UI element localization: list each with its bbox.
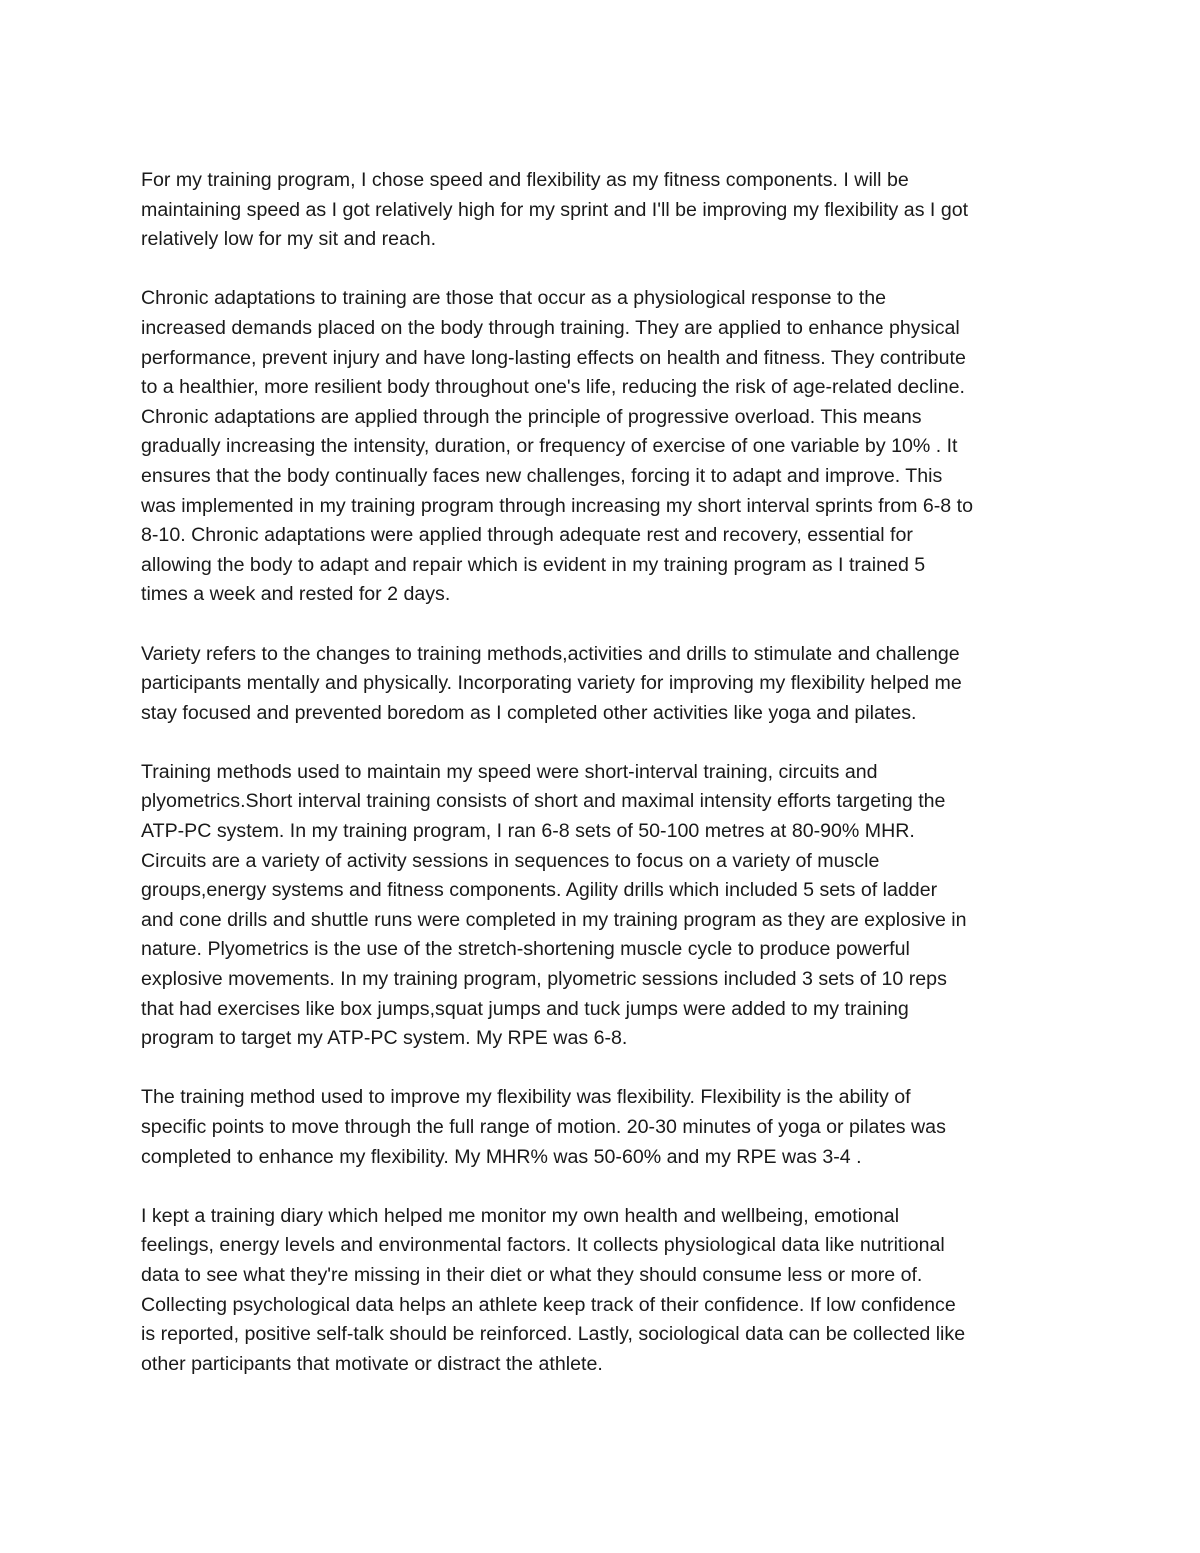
text-line: completed to enhance my flexibility. My MHR% was 50-60% and my RPE was 3-4 . xyxy=(141,1145,862,1168)
text-line: ATP-PC system. In my training program, I ran 6-8 sets of 50-100 metres at 80-90% MHR. xyxy=(141,820,915,843)
text-line: times a week and rested for 2 days. xyxy=(141,583,451,606)
text-line: allowing the body to adapt and repair which is evident in my training program as I trained 5 xyxy=(141,553,926,576)
text-line: other participants that motivate or distract the athlete. xyxy=(141,1352,603,1375)
text-line: specific points to move through the full range of motion. 20-30 minutes of yoga or pilates was xyxy=(141,1116,946,1138)
text-line: and cone drills and shuttle runs were completed in my training program as they are explosive in xyxy=(141,908,967,931)
text-line: Chronic adaptations are applied through the principle of progressive overload. This means xyxy=(141,405,922,428)
text-line: explosive movements. In my training program, plyometric sessions included 3 sets of 10 reps xyxy=(141,968,947,991)
text-line: is reported, positive self-talk should be reinforced. Lastly, sociological data can be collected like xyxy=(141,1323,966,1346)
text-line: participants mentally and physically. Incorporating variety for improving my flexibility helped me xyxy=(141,672,962,695)
text-line: data to see what they're missing in their diet or what they should consume less or more of. xyxy=(141,1263,923,1286)
paragraph-3 xyxy=(141,640,1066,729)
text-line: plyometrics.Short interval training consists of short and maximal intensity efforts targeting the xyxy=(141,790,946,813)
text-line: Circuits are a variety of activity sessions in sequences to focus on a variety of muscle xyxy=(141,849,880,872)
text-line: performance, prevent injury and have long-lasting effects on health and fitness. They contribute xyxy=(141,346,966,369)
text-line: that had exercises like box jumps,squat jumps and tuck jumps were added to my training xyxy=(141,997,909,1020)
text-line: increased demands placed on the body through training. They are applied to enhance physical xyxy=(141,316,960,339)
text-line: Variety refers to the changes to training methods,activities and drills to stimulate and challenge xyxy=(141,642,960,665)
text-line: For my training program, I chose speed and flexibility as my fitness components. I will be xyxy=(141,169,909,191)
text-line: nature. Plyometrics is the use of the stretch-shortening muscle cycle to produce powerful xyxy=(141,938,910,961)
text-line: maintaining speed as I got relatively high for my sprint and I'll be improving my flexibility as I got xyxy=(141,198,969,221)
text-line: Collecting psychological data helps an athlete keep track of their confidence. If low confidence xyxy=(141,1293,956,1316)
text-line: Chronic adaptations to training are those that occur as a physiological response to the xyxy=(141,287,887,310)
text-line: I kept a training diary which helped me monitor my own health and wellbeing, emotional xyxy=(141,1204,900,1227)
paragraph-5 xyxy=(141,1083,1066,1172)
text-line: was implemented in my training program through increasing my short interval sprints from 6-8 to xyxy=(141,494,973,517)
text-line: 8-10. Chronic adaptations were applied through adequate rest and recovery, essential for xyxy=(141,524,913,547)
text-line: The training method used to improve my flexibility was flexibility. Flexibility is the ability of xyxy=(141,1086,911,1109)
text-line: ensures that the body continually faces new challenges, forcing it to adapt and improve. This xyxy=(141,464,943,487)
paragraph-6 xyxy=(141,1202,1066,1380)
text-line: Training methods used to maintain my speed were short-interval training, circuits and xyxy=(141,760,878,783)
paragraph-4 xyxy=(141,758,1066,1054)
paragraph-1 xyxy=(141,166,1066,255)
text-line: relatively low for my sit and reach. xyxy=(141,228,437,251)
text-line: feelings, energy levels and environmental factors. It collects physiological data like nutritional xyxy=(141,1234,945,1257)
document-body xyxy=(141,166,1066,1409)
text-line: to a healthier, more resilient body throughout one's life, reducing the risk of age-related decline. xyxy=(141,376,965,399)
text-line: program to target my ATP-PC system. My RPE was 6-8. xyxy=(141,1027,628,1050)
text-line: stay focused and prevented boredom as I completed other activities like yoga and pilates. xyxy=(141,701,917,724)
text-line: groups,energy systems and fitness components. Agility drills which included 5 sets of ladder xyxy=(141,879,938,902)
text-line: gradually increasing the intensity, duration, or frequency of exercise of one variable by 10% . It xyxy=(141,435,958,458)
paragraph-2 xyxy=(141,284,1066,610)
